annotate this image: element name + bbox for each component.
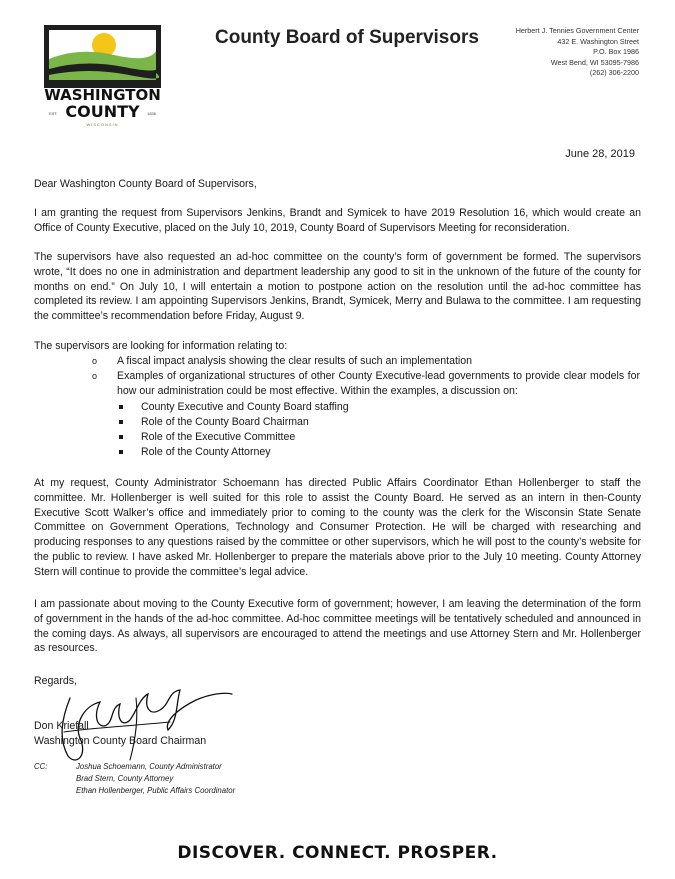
signer-title: Washington County Board Chairman (34, 735, 207, 747)
paragraph-3: The supervisors are looking for information relating to: (34, 340, 288, 352)
square-bullet-icon (119, 450, 123, 454)
cc-recipient: Brad Stern, County Attorney (76, 774, 174, 784)
address-line: P.O. Box 1986 (593, 47, 639, 56)
list-item (117, 415, 349, 430)
cc-recipient: Joshua Schoemann, County Administrator (76, 762, 222, 771)
list-item (117, 400, 349, 415)
bullet-list (92, 354, 640, 398)
page-title: County Board of Supervisors (215, 27, 479, 48)
logo-state-label: WISCONSIN (86, 122, 119, 127)
sub-bullet-list (117, 400, 349, 460)
paragraph-5: I am passionate about moving to the County Executive form of government; however, I am leaving the determination of the form of government in the hands of the ad-hoc committee. Ad-hoc committee meetings will be tentatively scheduled and announced in the coming days. As always, all supervisors are encouraged to attend the meetings and use Attorney Stern and Mr. Hollenberger as resources. (34, 598, 641, 655)
list-item-text: Examples of organizational structures of other County Executive-lead governments to provide clear models for how our administration could be most effective. Within the examples, a discussion on: (117, 369, 640, 397)
square-bullet-icon (119, 405, 123, 409)
square-bullet-icon (119, 435, 123, 439)
logo-est-label: EST. (49, 111, 58, 116)
list-item (117, 430, 349, 445)
return-address (516, 26, 639, 79)
list-item (117, 445, 349, 460)
signer-name: Don Kriefall (34, 720, 89, 732)
closing: Regards, (34, 675, 77, 687)
paragraph-4: At my request, County Administrator Schoemann has directed Public Affairs Coordinator Ethan Hollenberger to staff the committee. Mr. Hollenberger is well suited for this role to assist the County Board. He served as an intern in then-County Executive Scott Walker’s office and immediately prior to coming to the county was the clerk for the Wisconsin State Senate Committee on Government Operations, Technology and Consumer Protection. He will be charged with researching and producing responses to any questions raised by the committee or other supervisors, which he will post to the county’s website for the public to review. I have asked Mr. Hollenberger to prepare the materials above prior to the July 10 meeting. County Attorney Stern will continue to provide the committee’s legal advice. (34, 477, 641, 578)
logo-year-label: 1836 (147, 111, 156, 116)
list-item (92, 369, 640, 399)
list-item-text: County Executive and County Board staffing (141, 401, 349, 413)
address-line: 432 E. Washington Street (557, 36, 639, 46)
cc-recipient: Ethan Hollenberger, Public Affairs Coordinator (76, 786, 236, 796)
paragraph-2: The supervisors have also requested an ad-hoc committee on the county’s form of government be formed. The supervisors wrote, “It does no one in administration and department leadership any good to sit in the unknown of the future of the county for months on end.” On July 10, I will entertain a motion to postpone action on the resolution until the ad-hoc committee has completed its review. I am appointing Supervisors Jenkins, Brandt, Symicek, Merry and Bulawa to the committee. I am requesting the committee’s recommendation before Friday, August 9. (34, 251, 641, 323)
signature-icon (40, 668, 240, 768)
list-item-text: Role of the County Board Chairman (141, 416, 309, 428)
cc-list (76, 761, 235, 798)
county-logo (44, 25, 161, 132)
list-item-text: A fiscal impact analysis showing the clear results of such an implementation (117, 355, 473, 367)
address-line: West Bend, WI 53095-7986 (550, 57, 639, 67)
address-line: Herbert J. Tennies Government Center (515, 26, 639, 35)
paragraph-1: I am granting the request from Supervisors Jenkins, Brandt and Symicek to have 2019 Resolution 16, which would create an Office of County Executive, placed on the July 10, 2019, County Board of Supervisors Meeting for reconsideration. (34, 207, 641, 234)
circle-bullet-icon: o (92, 370, 98, 381)
landscape-icon (44, 25, 161, 88)
letter-date: June 28, 2019 (565, 148, 635, 160)
list-item-text: Role of the Executive Committee (141, 431, 296, 443)
footer-tagline: DISCOVER. CONNECT. PROSPER. (177, 843, 498, 863)
cc-label: CC: (34, 762, 48, 771)
list-item (92, 354, 640, 369)
logo-name-county: COUNTY (65, 102, 140, 121)
square-bullet-icon (119, 420, 123, 424)
phone-number: (262) 306-2200 (589, 68, 639, 77)
circle-bullet-icon: o (92, 356, 98, 366)
salutation: Dear Washington County Board of Supervisors, (34, 178, 257, 190)
logo-name-washington: WASHINGTON (44, 86, 161, 104)
logo-emblem (44, 25, 161, 88)
list-item-text: Role of the County Attorney (141, 446, 271, 458)
